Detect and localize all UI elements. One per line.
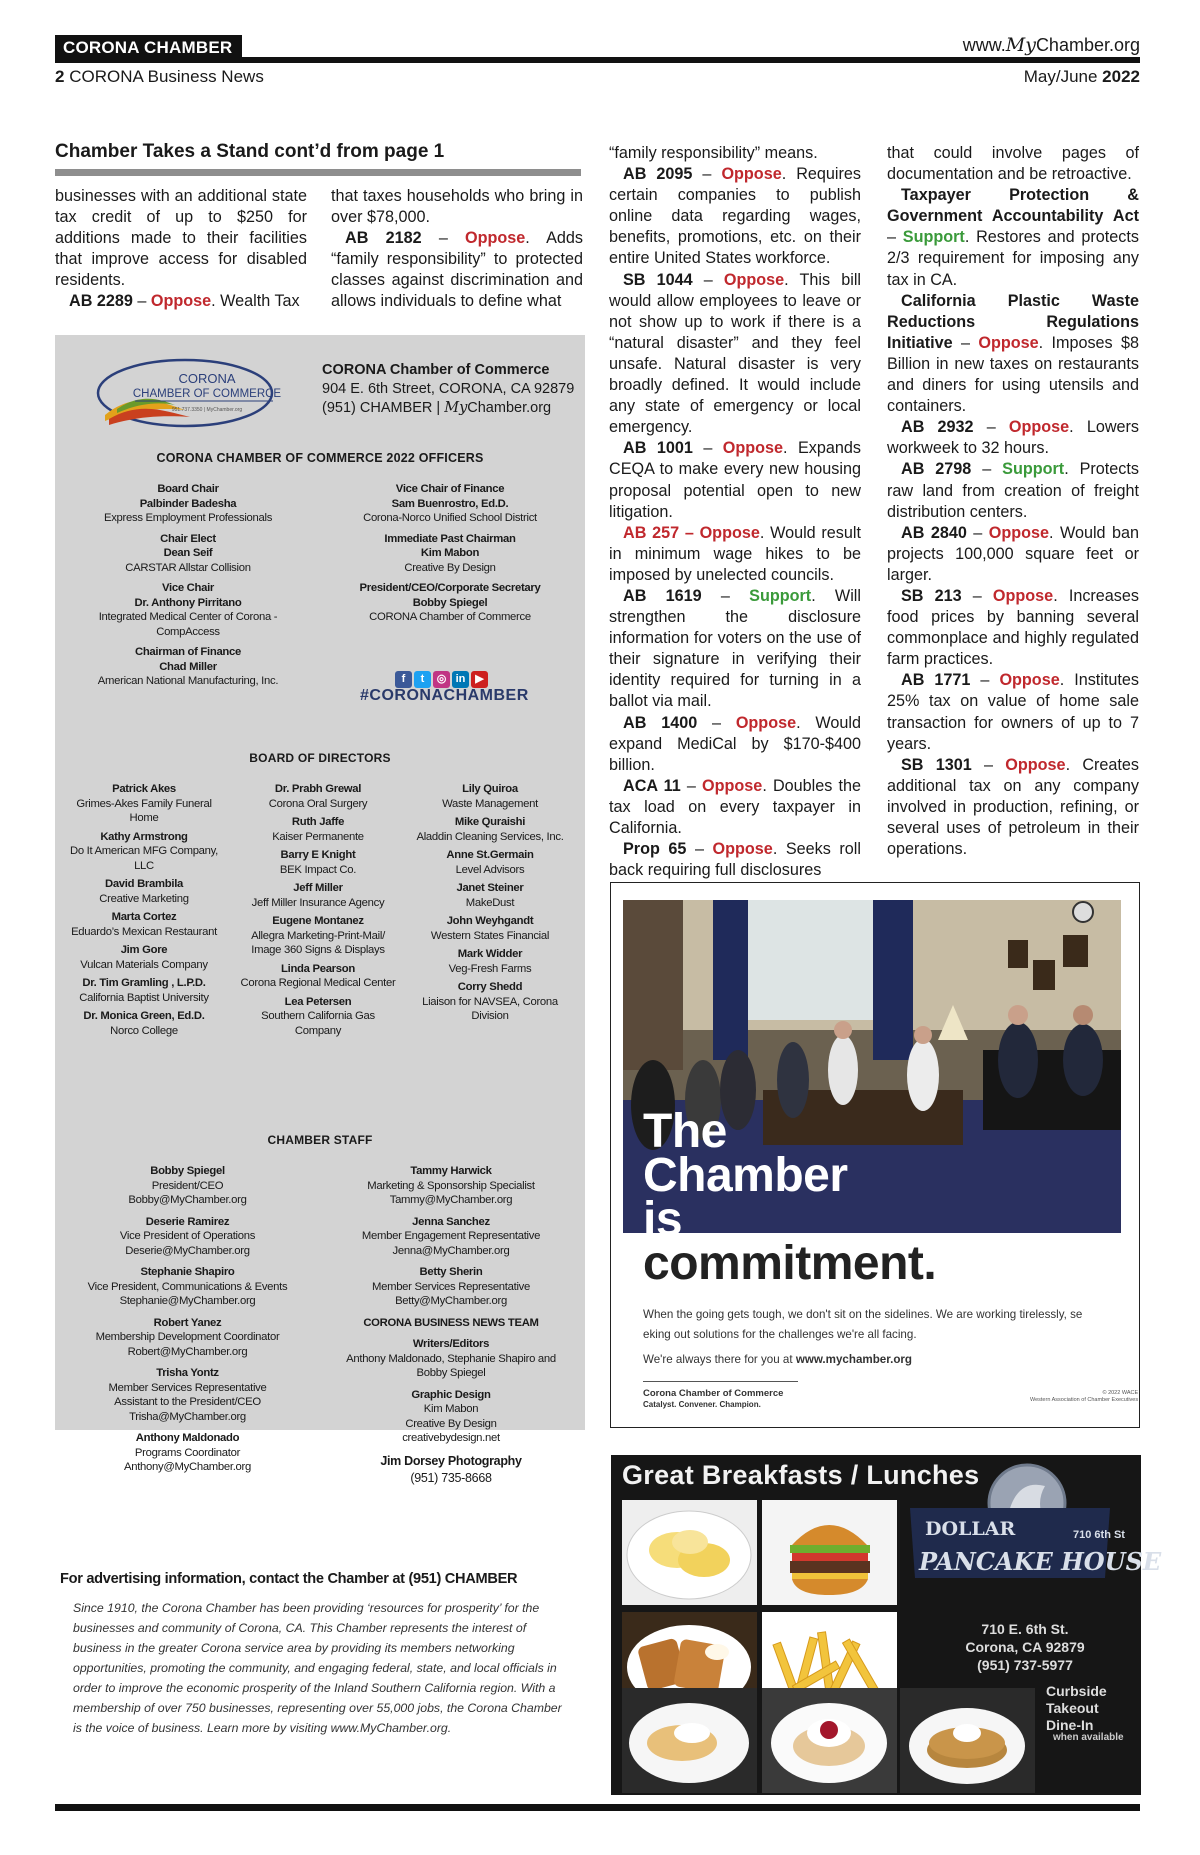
facebook-icon[interactable]: f <box>395 671 412 688</box>
twitter-icon[interactable]: t <box>414 671 431 688</box>
chamber-contact-block: CORONA Chamber of Commerce 904 E. 6th Street, CORONA, CA 92879 (951) CHAMBER | MyChamber.org <box>322 362 575 416</box>
pancake-availability: when available <box>1053 1732 1124 1743</box>
ad-headline: The Chamber is commitment. <box>643 1105 937 1290</box>
pancake-ad-title: Great Breakfasts / Lunches <box>622 1460 980 1490</box>
svg-text:PANCAKE HOUSE: PANCAKE HOUSE <box>919 1547 1162 1576</box>
advertising-body: Since 1910, the Corona Chamber has been providing ‘resources for prosperity’ for the businesses and community of Corona, CA. This Chamber represents the interest of business in the greater Corona service area by providing its members networking opportunities, promoting the community, and engaging federal, state, and local officials in order to improve the economic prosperity of the Inland Southern California region. With a membership of over 750 businesses, representing over 55,000 jobs, the Corona Chamber is the voice of business. Learn more by visiting www.MyChamber.org. <box>73 1601 562 1735</box>
board-column-3: Lily Quiroa Waste Management Mike Quraishi Aladdin Cleaning Services, Inc. Anne St.Germain Level Advisors Janet Steiner MakeDust John Weyhgandt Western States Financial Mark Widder Veg-Fresh Farms Corry Shedd Liaison for NAVSEA, Corona Division <box>416 783 564 1022</box>
scrambled-eggs-image <box>622 1500 757 1605</box>
officers-heading: CORONA CHAMBER OF COMMERCE 2022 OFFICERS <box>156 451 484 465</box>
ad-copyright: © 2022 WACE Western Association of Chamber Executives <box>1030 1390 1139 1403</box>
svg-text:951.737.3350 | MyChamber.org: 951.737.3350 | MyChamber.org <box>171 407 243 413</box>
article-column-4: that could involve pages of documentation and be retroactive. Taxpayer Protection & Government Accountability Act – Support. Restores and protects 2/3 requirement for imposing any tax in CA. California Plastic Waste Reductions Regulations Initiative – Oppose. Imposes $8 Billion in new taxes on restaurants and diners for using utensils and containers. AB 2932 – Oppose. Lowers workweek to 32 hours. AB 2798 – Support. Protects raw land from creation of freight distribution centers. AB 2840 – Oppose. Would ban projects 100,000 square feet or larger. SB 213 – Oppose. Increases food prices by banning several commonplace and highly regulated farm practices. AB 1771 – Oppose. Institutes 25% tax on value of home sale transaction for owners of up to 7 years. SB 1301 – Oppose. Creates additional tax on any company involved in production, refining, or several uses of petroleum in their operations. <box>887 144 1140 859</box>
page-label: 2 CORONA Business News <box>55 67 264 86</box>
ad-url-line: We're always there for you at www.mychamber.org <box>643 1353 912 1366</box>
ad-org-signature: Corona Chamber of Commerce Catalyst. Convener. Champion. <box>643 1388 784 1409</box>
svg-text:CHAMBER OF COMMERCE: CHAMBER OF COMMERCE <box>132 388 282 400</box>
staff-right: Tammy Harwick Marketing & Sponsorship Specialist Tammy@MyChamber.org Jenna Sanchez Member Engagement Representative Jenna@MyChamber.org Betty Sherin Member Services Representative Betty@MyChamber.org CORONA BUSINESS NEWS TEAM Writers/Editors Anthony Maldonado, Stephanie Shapiro and Bobby Spiegel Graphic Design Kim Mabon Creative By Design creativebydesign.net Jim Dorsey Photography (951) 735-8668 <box>346 1165 556 1485</box>
article-column-1: businesses with an additional state tax credit of up to $250 for additions made to their facilities that improve access for disabled residents. AB 2289 – Oppose. Wealth Tax <box>55 187 307 311</box>
corona-chamber-logo <box>95 355 282 427</box>
svg-text:710 6th St: 710 6th St <box>1073 1529 1125 1541</box>
svg-text:DOLLAR: DOLLAR <box>925 1518 1016 1540</box>
board-column-2: Dr. Prabh Grewal Corona Oral Surgery Ruth Jaffe Kaiser Permanente Barry E Knight BEK Impact Co. Jeff Miller Jeff Miller Insurance Agency Eugene Montanez Allegra Marketing-Print-Mail/ Image 360 Signs & Displays Linda Pearson Corona Regional Medical Center Lea Petersen Southern California Gas Company <box>240 783 396 1037</box>
officers-right: Vice Chair of Finance Sam Buenrostro, Ed.D. Corona-Norco Unified School District Immediate Past Chairman Kim Mabon Creative By Design President/CEO/Corporate Secretary Bobby Spiegel CORONA Chamber of Commerce <box>359 483 541 623</box>
section-badge: CORONA CHAMBER <box>55 35 242 60</box>
board-column-1: Patrick Akes Grimes-Akes Family Funeral Home Kathy Armstrong Do It American MFG Company, LLC David Brambila Creative Marketing Marta Cortez Eduardo’s Mexican Restaurant Jim Gore Vulcan Materials Company Dr. Tim Gramling , L.P.D. California Baptist University Dr. Monica Green, Ed.D. Norco College <box>69 783 218 1037</box>
svg-text:CORONA: CORONA <box>178 371 236 386</box>
pancake-address: 710 E. 6th St. Corona, CA 92879 (951) 737-5977 <box>965 1621 1085 1673</box>
advertising-heading: For advertising information, contact the Chamber at (951) CHAMBER <box>60 1571 518 1587</box>
website-url: www.MyChamber.org <box>962 34 1140 56</box>
crepe-image <box>622 1688 757 1793</box>
hashtag: #CORONACHAMBER <box>360 687 529 704</box>
article-heading: Chamber Takes a Stand cont’d from page 1 <box>55 141 445 162</box>
ad-body-text: When the going gets tough, we don't sit on the sidelines. We are working tirelessly, se eking out solutions for the challenges we're all facing. <box>643 1308 1083 1341</box>
burger-image <box>762 1500 897 1605</box>
instagram-icon[interactable]: ◎ <box>433 671 450 688</box>
header-rule <box>55 57 1140 63</box>
article-column-3: “family responsibility” means. AB 2095 – Oppose. Requires certain companies to publish online data regarding wages, benefits, promotions, etc. on their entire United States workforce. SB 1044 – Oppose. This bill would allow employees to leave or not show up to work if there is a “natural disaster” and they feel unsafe. Natural disaster is very broadly defined. It would include any state of emergency or local emergency. AB 1001 – Oppose. Expands CEQA to make every new housing proposal potential open to new litigation. AB 257 – Oppose. Would result in minimum wage hikes to be imposed by unelected councils. AB 1619 – Support. Will strengthen the disclosure information for voters on the use of their signature in verifying their identity required for turning in a ballot via mail. AB 1400 – Oppose. Would expand MediCal by $170-$400 billion. ACA 11 – Oppose. Doubles the tax load on every taxpayer in California. Prop 65 – Oppose. Seeks roll back requiring full disclosures <box>609 144 862 880</box>
issue-date: May/June 2022 <box>1023 67 1140 86</box>
staff-heading: CHAMBER STAFF <box>267 1133 373 1147</box>
pancake-services: Curbside Takeout Dine-In <box>1046 1683 1107 1733</box>
strawberry-crepe-image <box>762 1688 897 1793</box>
board-heading: BOARD OF DIRECTORS <box>249 751 391 765</box>
officers-left: Board Chair Palbinder Badesha Express Employment Professionals Chair Elect Dean Seif CARSTAR Allstar Collision Vice Chair Dr. Anthony Pirritano Integrated Medical Center of Corona - CompAccess Chairman of Finance Chad Miller American National Manufacturing, Inc. <box>97 483 279 687</box>
linkedin-icon[interactable]: in <box>452 671 469 688</box>
staff-left: Bobby Spiegel President/CEO Bobby@MyChamber.org Deserie Ramirez Vice President of Operations Deserie@MyChamber.org Stephanie Shapiro Vice President, Communications & Events Stephanie@MyChamber.org Robert Yanez Membership Development Coordinator Robert@MyChamber.org Trisha Yontz Member Services Representative Assistant to the President/CEO Trisha@MyChamber.org Anthony Maldonado Programs Coordinator Anthony@MyChamber.org <box>87 1165 288 1473</box>
ad-divider <box>643 1381 798 1382</box>
article-heading-rule <box>55 169 581 176</box>
youtube-icon[interactable]: ▶ <box>471 671 488 688</box>
footer-rule <box>55 1804 1140 1811</box>
dollar-pancake-house-logo <box>905 1458 1162 1608</box>
social-icons <box>395 669 490 688</box>
article-column-2: that taxes households who bring in over $78,000. AB 2182 – Oppose. Adds “family responsibility” to protected classes against discrimination and allows individuals to define what <box>331 187 584 311</box>
pancakes-image <box>900 1688 1035 1793</box>
